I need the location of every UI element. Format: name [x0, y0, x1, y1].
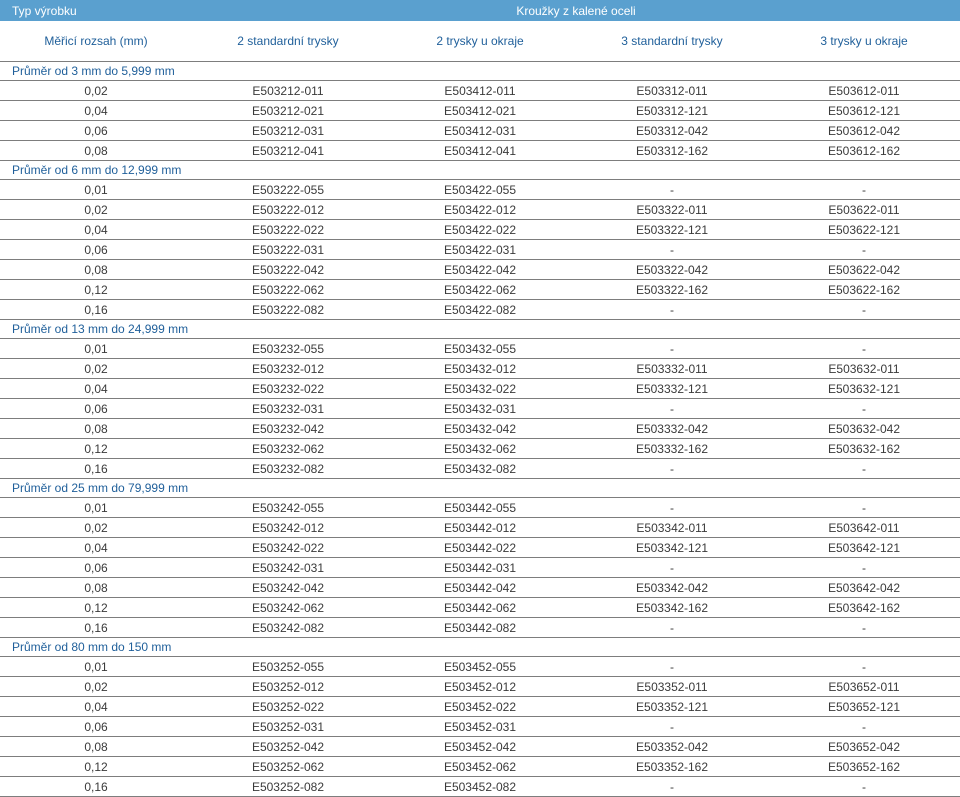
- range-cell: 0,04: [0, 697, 192, 717]
- table-row: [0, 538, 960, 558]
- table-row: [0, 558, 960, 578]
- code-2-standard-cell: E503222-082: [192, 300, 384, 320]
- table-row: [0, 141, 960, 161]
- code-3-edge-cell: E503652-042: [768, 737, 960, 757]
- code-3-edge-cell: E503622-011: [768, 200, 960, 220]
- code-3-standard-cell: E503312-121: [576, 101, 768, 121]
- table-row: [0, 280, 960, 300]
- code-2-edge-cell: E503452-062: [384, 757, 576, 777]
- code-3-edge-cell: -: [768, 399, 960, 419]
- range-cell: 0,06: [0, 240, 192, 260]
- code-3-edge-cell: -: [768, 180, 960, 200]
- table-title-row: [0, 0, 960, 21]
- code-3-edge-cell: -: [768, 657, 960, 677]
- code-2-edge-cell: E503452-055: [384, 657, 576, 677]
- code-2-edge-cell: E503432-012: [384, 359, 576, 379]
- code-2-edge-cell: E503452-022: [384, 697, 576, 717]
- code-3-edge-cell: E503642-042: [768, 578, 960, 598]
- column-header-2-edge: 2 trysky u okraje: [384, 21, 576, 62]
- code-2-edge-cell: E503422-012: [384, 200, 576, 220]
- table-row: [0, 657, 960, 677]
- material-label: Kroužky z kalené oceli: [192, 0, 960, 21]
- code-3-edge-cell: -: [768, 300, 960, 320]
- group-title: Průměr od 13 mm do 24,999 mm: [0, 320, 960, 339]
- code-2-edge-cell: E503442-042: [384, 578, 576, 598]
- range-cell: 0,04: [0, 220, 192, 240]
- table-row: [0, 399, 960, 419]
- range-cell: 0,02: [0, 677, 192, 697]
- code-3-edge-cell: E503632-011: [768, 359, 960, 379]
- code-2-standard-cell: E503242-042: [192, 578, 384, 598]
- code-2-edge-cell: E503422-082: [384, 300, 576, 320]
- code-2-edge-cell: E503452-042: [384, 737, 576, 757]
- code-3-standard-cell: E503352-011: [576, 677, 768, 697]
- code-3-standard-cell: E503312-042: [576, 121, 768, 141]
- range-cell: 0,04: [0, 379, 192, 399]
- range-cell: 0,06: [0, 121, 192, 141]
- code-2-standard-cell: E503252-022: [192, 697, 384, 717]
- table-row: [0, 677, 960, 697]
- group-title: Průměr od 80 mm do 150 mm: [0, 638, 960, 657]
- range-cell: 0,01: [0, 657, 192, 677]
- code-2-standard-cell: E503252-031: [192, 717, 384, 737]
- code-3-standard-cell: -: [576, 240, 768, 260]
- range-cell: 0,02: [0, 81, 192, 101]
- group-title: Průměr od 6 mm do 12,999 mm: [0, 161, 960, 180]
- group-title: Průměr od 25 mm do 79,999 mm: [0, 479, 960, 498]
- code-3-standard-cell: -: [576, 300, 768, 320]
- range-cell: 0,08: [0, 419, 192, 439]
- table-row: [0, 300, 960, 320]
- code-3-edge-cell: E503632-042: [768, 419, 960, 439]
- table-row: [0, 757, 960, 777]
- code-2-standard-cell: E503212-021: [192, 101, 384, 121]
- range-cell: 0,02: [0, 359, 192, 379]
- table-row: [0, 578, 960, 598]
- code-2-edge-cell: E503442-062: [384, 598, 576, 618]
- range-cell: 0,06: [0, 399, 192, 419]
- code-2-standard-cell: E503222-055: [192, 180, 384, 200]
- code-2-standard-cell: E503222-022: [192, 220, 384, 240]
- group-title: Průměr od 3 mm do 5,999 mm: [0, 62, 960, 81]
- code-3-standard-cell: E503342-042: [576, 578, 768, 598]
- table-row: [0, 598, 960, 618]
- code-3-edge-cell: -: [768, 339, 960, 359]
- code-3-edge-cell: -: [768, 777, 960, 797]
- code-3-edge-cell: E503652-121: [768, 697, 960, 717]
- code-2-standard-cell: E503242-062: [192, 598, 384, 618]
- table-row: [0, 419, 960, 439]
- code-3-edge-cell: -: [768, 717, 960, 737]
- code-2-edge-cell: E503432-031: [384, 399, 576, 419]
- range-cell: 0,06: [0, 558, 192, 578]
- code-3-edge-cell: -: [768, 618, 960, 638]
- table-row: [0, 737, 960, 757]
- code-2-edge-cell: E503442-082: [384, 618, 576, 638]
- range-cell: 0,08: [0, 260, 192, 280]
- range-cell: 0,08: [0, 578, 192, 598]
- range-cell: 0,01: [0, 339, 192, 359]
- code-2-standard-cell: E503232-062: [192, 439, 384, 459]
- code-2-standard-cell: E503242-022: [192, 538, 384, 558]
- code-2-edge-cell: E503442-012: [384, 518, 576, 538]
- code-2-edge-cell: E503442-022: [384, 538, 576, 558]
- code-3-edge-cell: E503622-042: [768, 260, 960, 280]
- code-3-edge-cell: E503632-162: [768, 439, 960, 459]
- product-type-label: Typ výrobku: [0, 0, 192, 21]
- code-3-standard-cell: -: [576, 657, 768, 677]
- code-3-edge-cell: -: [768, 240, 960, 260]
- group-header-row: [0, 161, 960, 180]
- column-header-3-standard: 3 standardní trysky: [576, 21, 768, 62]
- range-cell: 0,08: [0, 737, 192, 757]
- table-row: [0, 220, 960, 240]
- table-row: [0, 439, 960, 459]
- code-3-standard-cell: E503322-162: [576, 280, 768, 300]
- range-cell: 0,02: [0, 200, 192, 220]
- code-2-standard-cell: E503222-031: [192, 240, 384, 260]
- group-header-row: [0, 479, 960, 498]
- table-row: [0, 101, 960, 121]
- code-2-edge-cell: E503452-031: [384, 717, 576, 737]
- code-3-standard-cell: E503322-042: [576, 260, 768, 280]
- code-2-standard-cell: E503252-062: [192, 757, 384, 777]
- code-3-standard-cell: -: [576, 459, 768, 479]
- code-3-edge-cell: E503622-121: [768, 220, 960, 240]
- range-cell: 0,06: [0, 717, 192, 737]
- range-cell: 0,02: [0, 518, 192, 538]
- code-2-edge-cell: E503432-082: [384, 459, 576, 479]
- table-row: [0, 81, 960, 101]
- table-row: [0, 498, 960, 518]
- code-3-edge-cell: -: [768, 558, 960, 578]
- code-3-standard-cell: E503322-121: [576, 220, 768, 240]
- table-row: [0, 359, 960, 379]
- table-row: [0, 459, 960, 479]
- group-header-row: [0, 320, 960, 339]
- range-cell: 0,12: [0, 598, 192, 618]
- range-cell: 0,12: [0, 757, 192, 777]
- code-2-edge-cell: E503422-062: [384, 280, 576, 300]
- code-3-standard-cell: -: [576, 399, 768, 419]
- code-3-edge-cell: -: [768, 498, 960, 518]
- range-cell: 0,16: [0, 300, 192, 320]
- column-header-row: [0, 21, 960, 62]
- code-2-edge-cell: E503432-042: [384, 419, 576, 439]
- table-row: [0, 777, 960, 797]
- table-row: [0, 180, 960, 200]
- code-2-edge-cell: E503422-022: [384, 220, 576, 240]
- code-3-edge-cell: E503612-162: [768, 141, 960, 161]
- code-3-standard-cell: E503332-011: [576, 359, 768, 379]
- range-cell: 0,12: [0, 280, 192, 300]
- code-3-edge-cell: E503642-121: [768, 538, 960, 558]
- code-2-standard-cell: E503212-011: [192, 81, 384, 101]
- code-3-edge-cell: E503632-121: [768, 379, 960, 399]
- code-3-edge-cell: E503612-042: [768, 121, 960, 141]
- range-cell: 0,16: [0, 777, 192, 797]
- code-2-standard-cell: E503242-082: [192, 618, 384, 638]
- column-header-3-edge: 3 trysky u okraje: [768, 21, 960, 62]
- code-2-standard-cell: E503252-042: [192, 737, 384, 757]
- group-header-row: [0, 638, 960, 657]
- code-3-standard-cell: E503342-011: [576, 518, 768, 538]
- column-header-2-standard: 2 standardní trysky: [192, 21, 384, 62]
- code-3-edge-cell: E503612-011: [768, 81, 960, 101]
- code-3-edge-cell: E503642-011: [768, 518, 960, 538]
- code-3-standard-cell: E503342-162: [576, 598, 768, 618]
- code-2-standard-cell: E503232-042: [192, 419, 384, 439]
- code-3-standard-cell: -: [576, 339, 768, 359]
- table-row: [0, 121, 960, 141]
- code-2-edge-cell: E503442-031: [384, 558, 576, 578]
- range-cell: 0,01: [0, 498, 192, 518]
- code-2-edge-cell: E503412-041: [384, 141, 576, 161]
- code-2-standard-cell: E503242-055: [192, 498, 384, 518]
- code-2-standard-cell: E503232-055: [192, 339, 384, 359]
- table-row: [0, 697, 960, 717]
- code-3-edge-cell: E503652-162: [768, 757, 960, 777]
- code-3-edge-cell: E503622-162: [768, 280, 960, 300]
- code-2-standard-cell: E503212-031: [192, 121, 384, 141]
- code-3-standard-cell: E503332-121: [576, 379, 768, 399]
- code-3-standard-cell: E503332-042: [576, 419, 768, 439]
- code-3-standard-cell: -: [576, 558, 768, 578]
- code-3-standard-cell: -: [576, 618, 768, 638]
- range-cell: 0,04: [0, 101, 192, 121]
- code-3-standard-cell: -: [576, 180, 768, 200]
- range-cell: 0,16: [0, 618, 192, 638]
- code-2-standard-cell: E503232-031: [192, 399, 384, 419]
- table-row: [0, 260, 960, 280]
- code-2-standard-cell: E503242-031: [192, 558, 384, 578]
- column-header-range: Měřicí rozsah (mm): [0, 21, 192, 62]
- code-2-standard-cell: E503212-041: [192, 141, 384, 161]
- range-cell: 0,01: [0, 180, 192, 200]
- table-row: [0, 618, 960, 638]
- table-row: [0, 339, 960, 359]
- code-3-standard-cell: E503312-162: [576, 141, 768, 161]
- code-3-standard-cell: E503322-011: [576, 200, 768, 220]
- range-cell: 0,04: [0, 538, 192, 558]
- code-3-standard-cell: -: [576, 498, 768, 518]
- code-2-standard-cell: E503232-012: [192, 359, 384, 379]
- code-2-edge-cell: E503452-082: [384, 777, 576, 797]
- code-3-standard-cell: E503342-121: [576, 538, 768, 558]
- table-row: [0, 379, 960, 399]
- code-2-standard-cell: E503232-082: [192, 459, 384, 479]
- table-row: [0, 717, 960, 737]
- range-cell: 0,16: [0, 459, 192, 479]
- code-2-standard-cell: E503252-012: [192, 677, 384, 697]
- table-row: [0, 240, 960, 260]
- table-row: [0, 200, 960, 220]
- code-2-edge-cell: E503422-042: [384, 260, 576, 280]
- code-2-standard-cell: E503222-012: [192, 200, 384, 220]
- code-3-standard-cell: E503352-162: [576, 757, 768, 777]
- code-2-edge-cell: E503412-031: [384, 121, 576, 141]
- range-cell: 0,08: [0, 141, 192, 161]
- code-3-edge-cell: E503612-121: [768, 101, 960, 121]
- code-3-standard-cell: E503332-162: [576, 439, 768, 459]
- code-3-standard-cell: E503312-011: [576, 81, 768, 101]
- code-2-edge-cell: E503432-062: [384, 439, 576, 459]
- code-2-edge-cell: E503432-022: [384, 379, 576, 399]
- group-header-row: [0, 62, 960, 81]
- code-2-standard-cell: E503222-062: [192, 280, 384, 300]
- code-3-edge-cell: E503642-162: [768, 598, 960, 618]
- code-3-edge-cell: E503652-011: [768, 677, 960, 697]
- code-3-standard-cell: -: [576, 777, 768, 797]
- table-body: [0, 62, 960, 797]
- code-2-edge-cell: E503422-055: [384, 180, 576, 200]
- code-2-edge-cell: E503412-011: [384, 81, 576, 101]
- code-2-edge-cell: E503422-031: [384, 240, 576, 260]
- code-3-standard-cell: -: [576, 717, 768, 737]
- code-2-edge-cell: E503412-021: [384, 101, 576, 121]
- code-3-standard-cell: E503352-121: [576, 697, 768, 717]
- code-2-edge-cell: E503442-055: [384, 498, 576, 518]
- table-row: [0, 518, 960, 538]
- code-2-standard-cell: E503242-012: [192, 518, 384, 538]
- code-2-standard-cell: E503232-022: [192, 379, 384, 399]
- code-3-standard-cell: E503352-042: [576, 737, 768, 757]
- code-2-edge-cell: E503432-055: [384, 339, 576, 359]
- code-2-standard-cell: E503222-042: [192, 260, 384, 280]
- code-2-standard-cell: E503252-082: [192, 777, 384, 797]
- range-cell: 0,12: [0, 439, 192, 459]
- code-2-standard-cell: E503252-055: [192, 657, 384, 677]
- code-2-edge-cell: E503452-012: [384, 677, 576, 697]
- code-3-edge-cell: -: [768, 459, 960, 479]
